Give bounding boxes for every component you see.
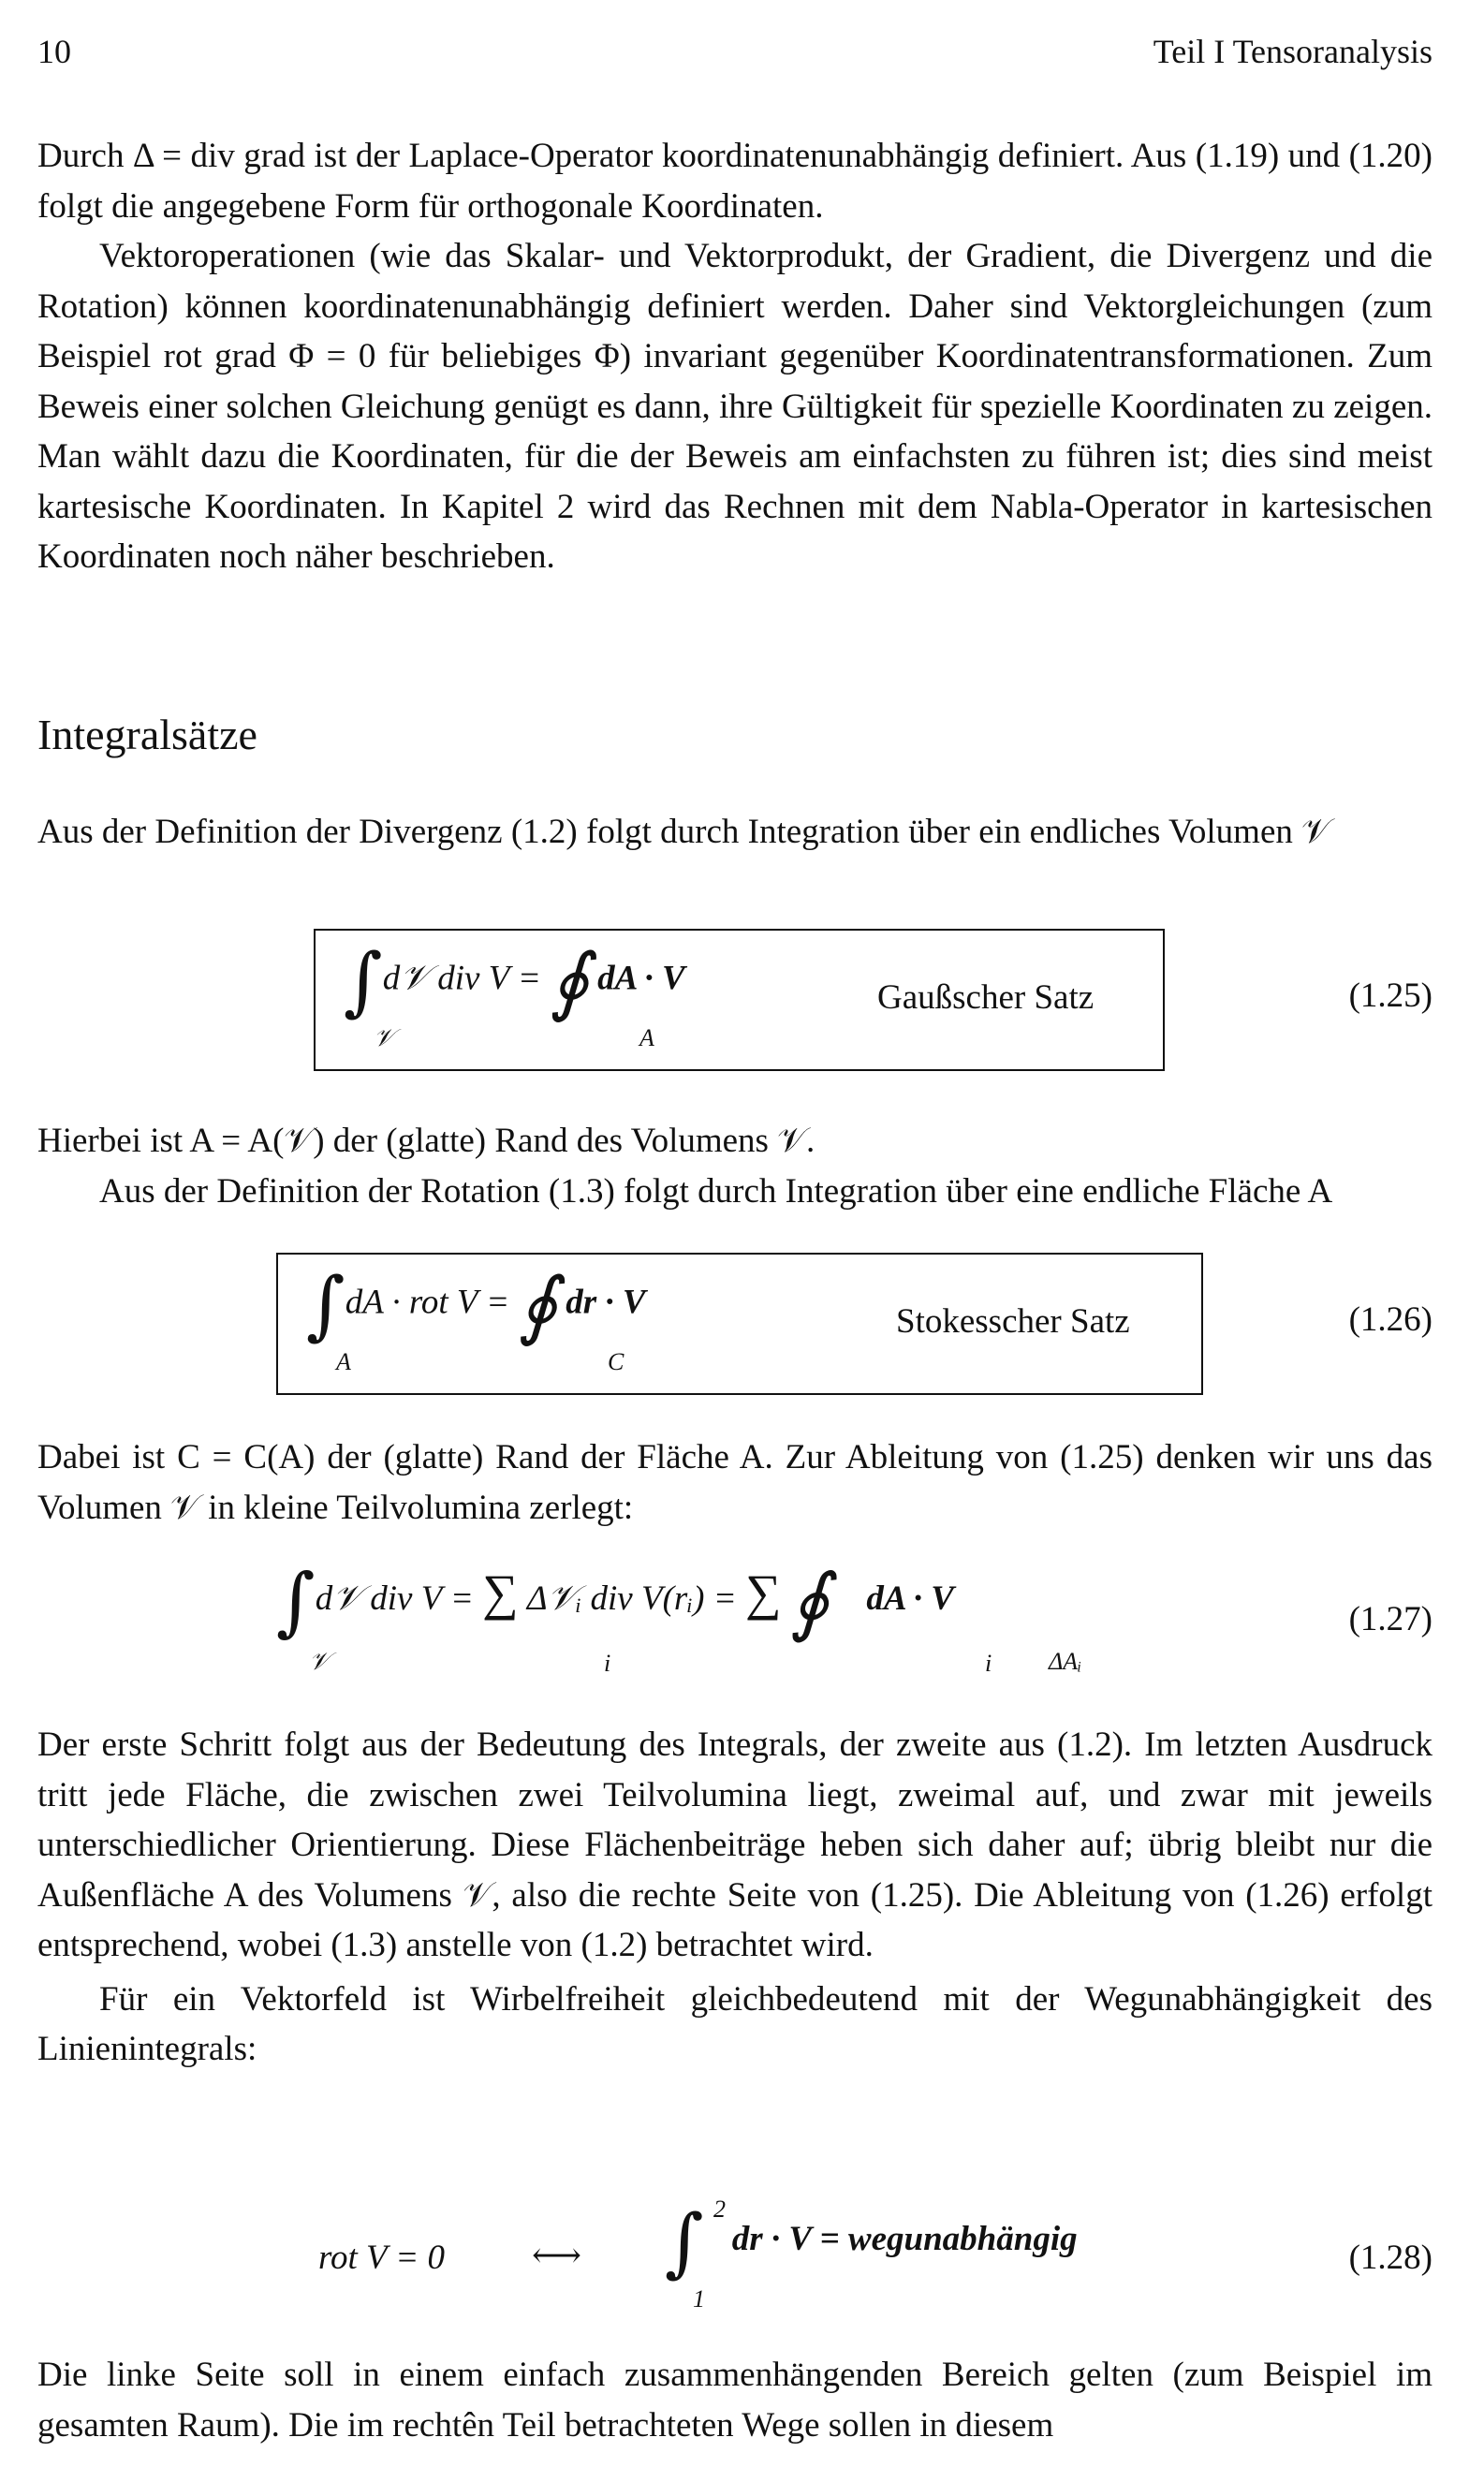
paragraph-vector-ops: Vektoroperationen (wie das Skalar- und Vektorprodukt, der Gradient, die Divergenz und die Rotation) können koordinatenunabhängig definiert werden. Daher sind Vektorgleichungen (zum Beispiel rot grad Φ = 0 für beliebiges Φ) invariant gegenüber Koordinatentransformationen. Zum Beweis einer solchen Gleichung genügt es dann, ihre Gültigkeit für spezielle Koordinaten zu zeigen. Man wählt dazu die Koordinaten, für die der Beweis am einfachsten zu führen ist; dies sind meist kartesische Koordinaten. In Kapitel 2 wird das Rechnen mit dem Nabla-Operator in kartesischen Koordinaten noch näher beschrieben.: [37, 237, 1433, 576]
stokes-lhs-subscript: A: [336, 1348, 351, 1375]
stokes-rhs-text: dr · V: [566, 1283, 646, 1322]
integral-sign: ∫: [306, 1261, 345, 1348]
paragraph-final-text: Die linke Seite soll in einem einfach zusammenhängenden Bereich gelten (zum Beispiel im gesamten Raum). Die im rechtên Teil betrachteten Wege sollen in diesem: [37, 2356, 1433, 2445]
equation-1-28: [37, 2195, 1433, 2336]
eq128-upper-limit: 2: [713, 2195, 726, 2223]
running-head: [37, 28, 1433, 75]
eq128-rhs: [665, 2198, 1078, 2285]
paragraph-derivation-text: Dabei ist C = C(A) der (glatte) Rand der Fläche A. Zur Ableitung von (1.25) denken wir uns das Volumen 𝒱 in kleine Teilvolumina zerlegt:: [37, 1438, 1433, 1527]
eq128-rhs-text: dr · V = wegunabhängig: [731, 2220, 1078, 2259]
eq127-sub-i: i: [604, 1650, 611, 1677]
intro-block: [37, 131, 1433, 582]
integral-sign: ∫: [665, 2198, 704, 2285]
eq127-sub-i2: i: [985, 1650, 992, 1677]
eq127-sub-v: 𝒱: [309, 1648, 330, 1675]
stokes-label: Stokesscher Satz: [896, 1302, 1130, 1341]
equation-number-127: (1.27): [1348, 1600, 1433, 1638]
contour-integral-sign: ∮: [550, 937, 589, 1024]
contour-integral-sign: ∮: [518, 1261, 558, 1348]
eq128-lower-limit: 1: [693, 2285, 705, 2313]
paragraph-laplace: Durch Δ = div grad ist der Laplace-Operator koordinatenunabhängig definiert. Aus (1.19) und (1.20) folgt die angegebene Form für orthogonale Koordinaten.: [37, 137, 1433, 226]
running-title: Teil I Tensoranalysis: [1153, 33, 1433, 70]
eq128-arrow: [532, 2235, 581, 2276]
page-number: 10: [37, 33, 71, 70]
paragraph-steps: Der erste Schritt folgt aus der Bedeutung des Integrals, der zweite aus (1.2). Im letzten Ausdruck tritt jede Fläche, die zwischen zwei Teilvolumina liegt, zweimal auf, und zwar mit jeweils unterschiedlicher Orientierung. Diese Flächenbeiträge heben sich daher auf; übrig bleibt nur die Außenfläche A des Volumens 𝒱, also die rechte Seite von (1.25). Die Ableitung von (1.26) erfolgt entsprechend, wobei (1.3) anstelle von (1.2) betrachtet wird.: [37, 1725, 1433, 1964]
equation-127-main: [276, 1557, 954, 1645]
eq127-part3: dA · V: [866, 1579, 954, 1618]
equation-1-27: [37, 1557, 1433, 1704]
eq127-sub-dai: ΔAᵢ: [1049, 1648, 1082, 1675]
eq128-lhs: [318, 2238, 445, 2278]
eq127-part2: Δ𝒱ᵢ div V(rᵢ) =: [526, 1579, 745, 1618]
paragraph-rotation: Aus der Definition der Rotation (1.3) folgt durch Integration über eine endliche Fläche A: [99, 1171, 1333, 1211]
boundary-block: [37, 1116, 1433, 1216]
equation-number-128: (1.28): [1348, 2239, 1433, 2277]
paragraph-final: [37, 2350, 1433, 2450]
section-title: Integralsätze: [37, 711, 257, 758]
paragraph-boundary: Hierbei ist A = A(𝒱) der (glatte) Rand des Volumens 𝒱.: [37, 1122, 815, 1160]
sum-sign: ∑: [744, 1564, 782, 1621]
equation-box-gauss: [314, 929, 1165, 1071]
equation-number-126: (1.26): [1348, 1300, 1433, 1339]
integral-sign: ∫: [276, 1557, 316, 1645]
equation-stokes-lhs: [306, 1261, 646, 1348]
equation-box-stokes: [276, 1253, 1203, 1395]
eq128-lhs-text: rot V = 0: [318, 2239, 445, 2277]
contour-integral-sign: ∮: [789, 1557, 830, 1645]
explanation-block: [37, 1720, 1433, 2075]
gauss-lhs-text: d𝒱 div V =: [382, 959, 551, 998]
gauss-rhs-subscript: A: [639, 1024, 654, 1051]
integral-sign: ∫: [344, 937, 383, 1024]
paragraph-divergence-text: Aus der Definition der Divergenz (1.2) folgt durch Integration über ein endliches Volumen 𝒱: [37, 813, 1330, 851]
gauss-rhs-text: dA · V: [597, 959, 685, 998]
eq127-part1: d𝒱 div V =: [315, 1579, 483, 1618]
equation-number-125: (1.25): [1348, 977, 1433, 1015]
stokes-rhs-subscript: C: [608, 1348, 624, 1375]
equivalence-arrow: ⟷: [532, 2237, 582, 2275]
paragraph-curl-free: Für ein Vektorfeld ist Wirbelfreiheit gleichbedeutend mit der Wegunabhängigkeit des Linienintegrals:: [37, 1979, 1433, 2068]
equation-gauss-lhs: [344, 937, 685, 1024]
paragraph-divergence: [37, 807, 1433, 858]
paragraph-derivation: [37, 1432, 1433, 1533]
sum-sign: ∑: [482, 1564, 519, 1621]
stokes-lhs-text: dA · rot V =: [345, 1283, 519, 1322]
gauss-label: Gaußscher Satz: [877, 978, 1095, 1017]
gauss-lhs-subscript: 𝒱: [374, 1024, 394, 1051]
